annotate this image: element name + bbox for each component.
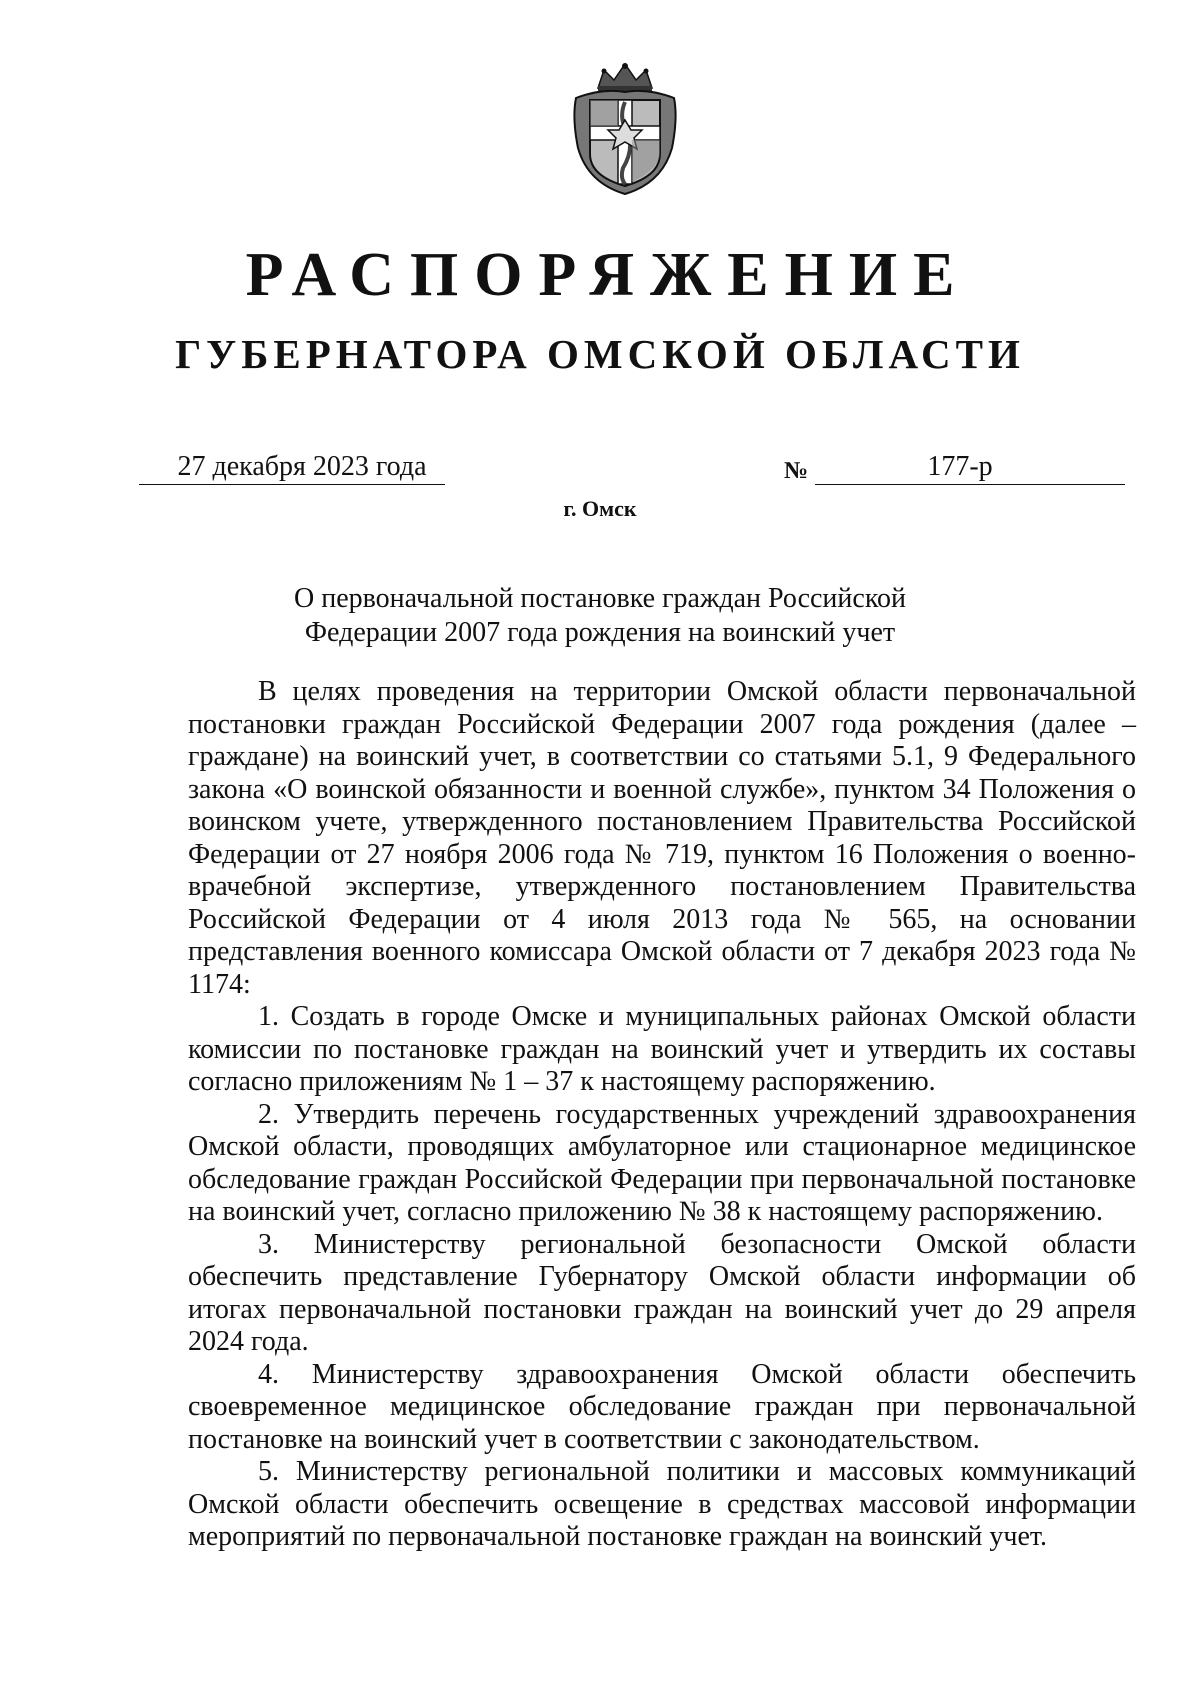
clause-2: 2. Утвердить перечень государственных учреждений здравоохранения Омской области, проводящих амбулаторное или стационарное медицинское обследование граждан Российской Федерации при первоначальной постановке на воинский учет, согласно приложению № 38 к настоящему распоряжению. <box>188 1098 1136 1227</box>
document-body <box>188 676 1136 1554</box>
document-type-heading: РАСПОРЯЖЕНИЕ <box>245 241 971 309</box>
number-label: № <box>784 458 809 484</box>
document-title <box>200 582 1000 650</box>
clause-3: 3. Министерству региональной безопасности Омской области обеспечить представление Губернатору Омской области информации об итогах первоначальной постановки граждан на воинский учет до 29 апреля 2024 года. <box>188 1228 1136 1357</box>
preamble-paragraph: В целях проведения на территории Омской области первоначальной постановки граждан Российской Федерации 2007 года рождения (далее – граждане) на воинский учет, в соответствии со статьями 5.1, 9 Федерального закона «О воинской обязанности и военной службе», пунктом 34 Положения о воинском учете, утвержденного постановлением Правительства Российской Федерации от 27 ноября 2006 года № 719, пунктом 16 Положения о военно-врачебной экспертизе, утвержденного постановлением Правительства Российской Федерации от 4 июля 2013 года № 565, на основании представления военного комиссара Омской области от 7 декабря 2023 года № 1174: <box>188 676 1136 1000</box>
clause-5: 5. Министерству региональной политики и массовых коммуникаций Омской области обеспечить освещение в средствах массовой информации мероприятий по первоначальной постановке граждан на воинский учет. <box>188 1456 1136 1552</box>
issue-city: г. Омск <box>563 496 637 521</box>
document-number: 177-р <box>815 450 1125 485</box>
clause-4: 4. Министерству здравоохранения Омской области обеспечить своевременное медицинское обследование граждан при первоначальной постановке на воинский учет в соответствии с законодательством. <box>188 1358 1136 1455</box>
coat-of-arms-icon <box>568 58 682 198</box>
issuer-heading: ГУБЕРНАТОРА ОМСКОЙ ОБЛАСТИ <box>175 331 1025 377</box>
title-line-2: Федерации 2007 года рождения на воинский учет <box>304 617 896 648</box>
clause-1: 1. Создать в городе Омске и муниципальных районах Омской области комиссии по постановке граждан на воинский учет и утвердить их составы согласно приложениям № 1 – 37 к настоящему распоряжению. <box>188 1001 1136 1097</box>
title-line-1: О первоначальной постановке граждан Российской <box>294 583 906 614</box>
document-date: 27 декабря 2023 года <box>139 450 445 485</box>
